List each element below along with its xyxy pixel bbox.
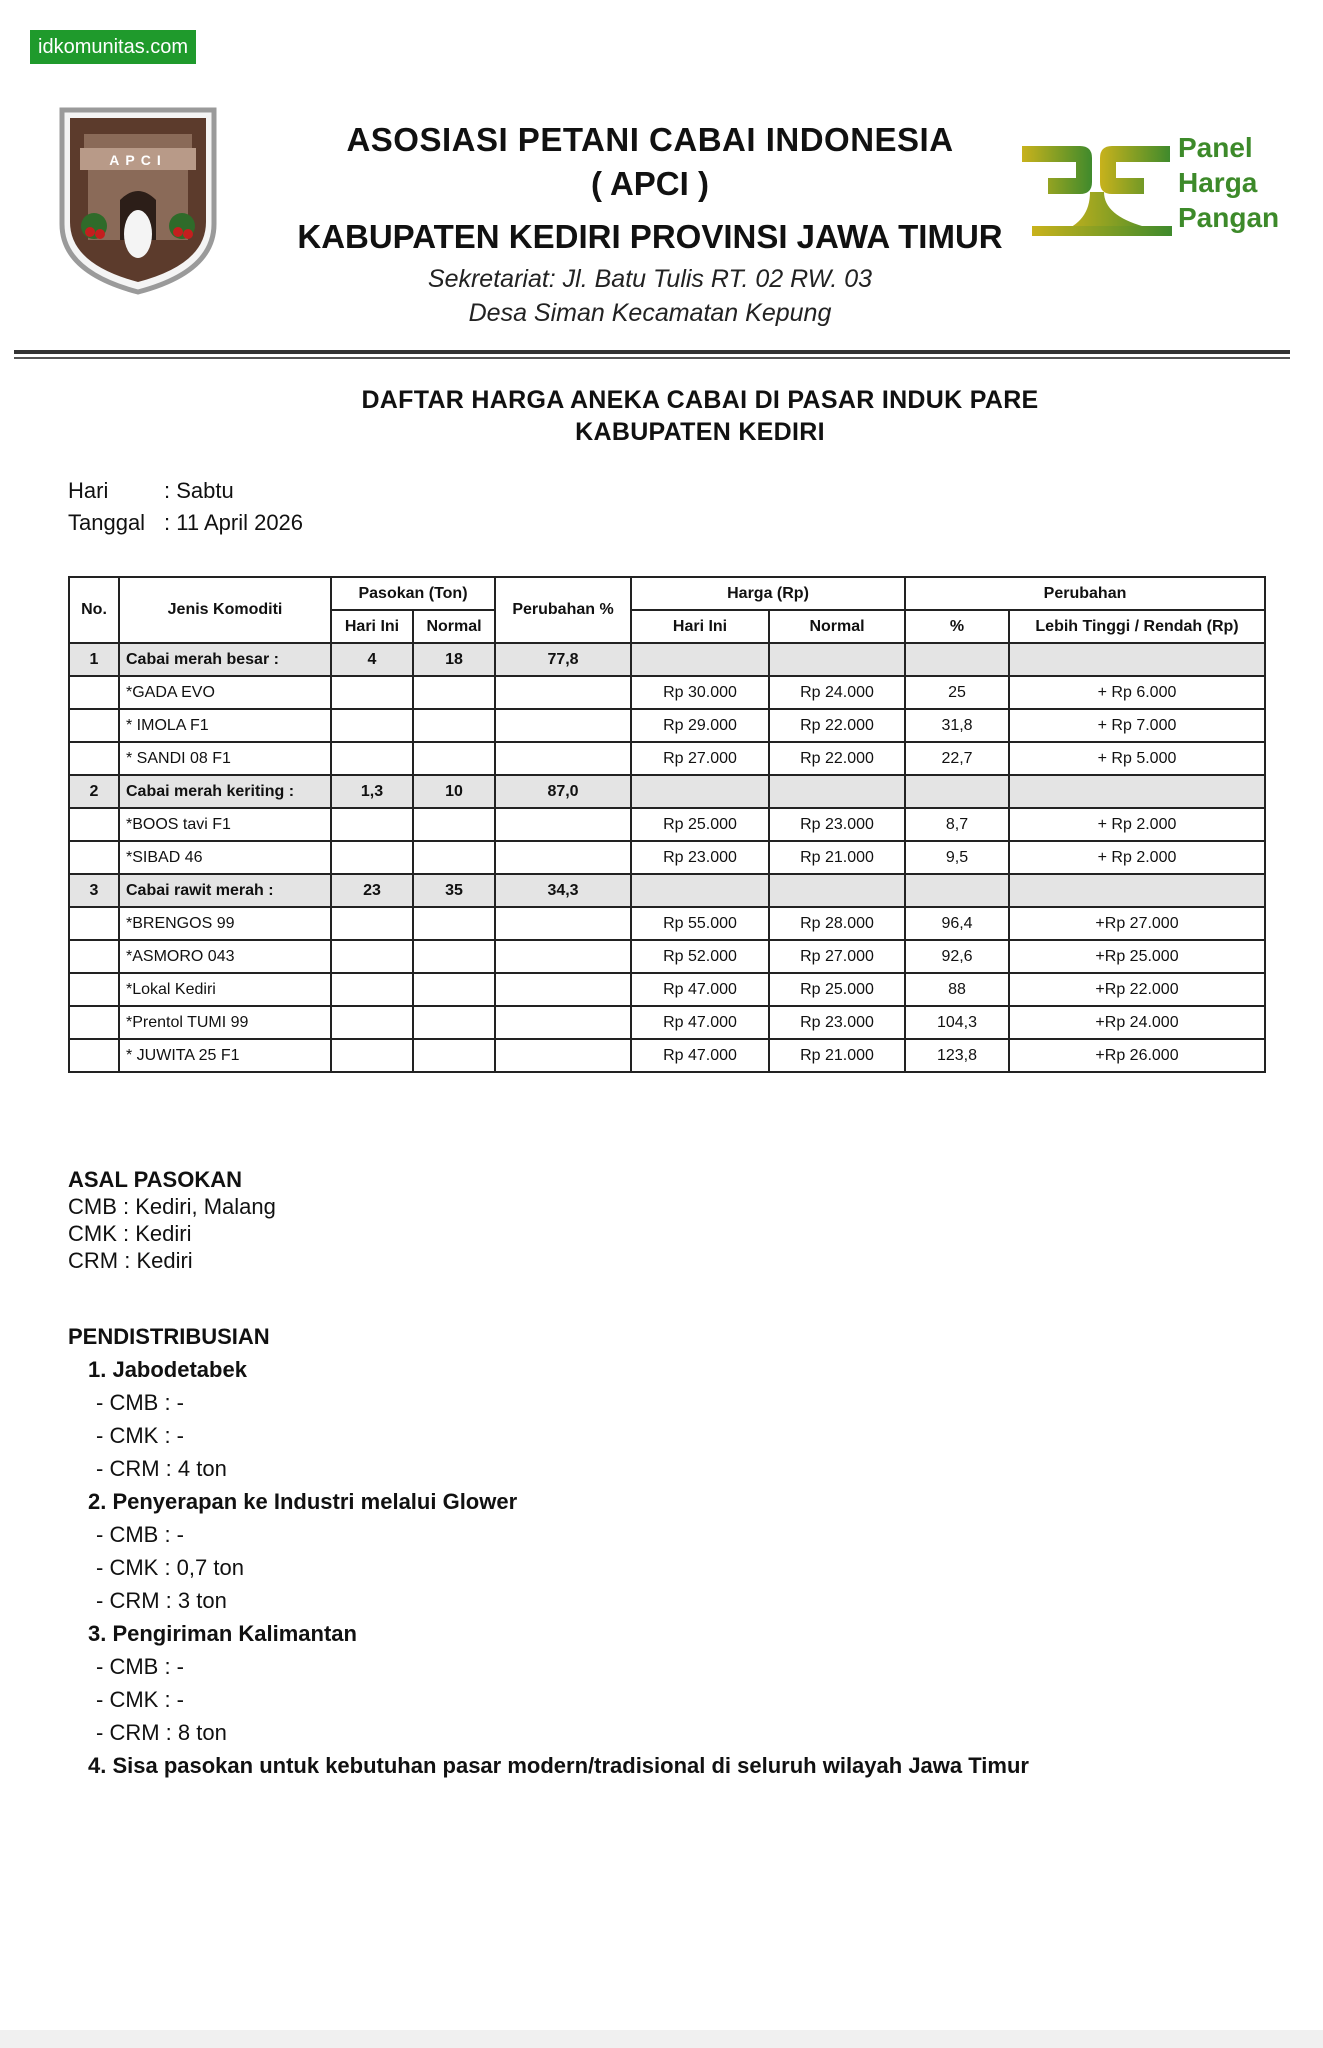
table-row: [69, 940, 1265, 973]
distribution-subitem: - CMB : -: [96, 1390, 184, 1415]
distribution-title: PENDISTRIBUSIAN: [68, 1324, 270, 1349]
row-number-cell: [69, 973, 119, 1006]
table-row: [69, 907, 1265, 940]
pasokan-hari-ini-cell: [331, 1006, 413, 1039]
pasokan-normal-cell: [413, 808, 495, 841]
lebih-tinggi-rendah-cell: + Rp 6.000: [1009, 676, 1265, 709]
header-harga-hari-ini: Hari Ini: [631, 610, 769, 643]
lebih-tinggi-rendah-cell: [1009, 775, 1265, 808]
perubahan-pct-cell: [495, 907, 631, 940]
org-name: ASOSIASI PETANI CABAI INDONESIA: [346, 121, 954, 158]
lebih-tinggi-rendah-cell: +Rp 22.000: [1009, 973, 1265, 1006]
header-persen: %: [905, 610, 1009, 643]
perubahan-pct-cell: [495, 676, 631, 709]
document-title-line1: DAFTAR HARGA ANEKA CABAI DI PASAR INDUK PARE: [361, 386, 1039, 414]
perubahan-pct-cell: [495, 1006, 631, 1039]
pasokan-normal-cell: 35: [413, 874, 495, 907]
row-number-cell: [69, 1006, 119, 1039]
harga-hari-ini-cell: Rp 27.000: [631, 742, 769, 775]
perubahan-persen-cell: 88: [905, 973, 1009, 1006]
harga-hari-ini-cell: Rp 55.000: [631, 907, 769, 940]
distribution-subitem: - CRM : 3 ton: [96, 1588, 227, 1613]
harga-normal-cell: Rp 25.000: [769, 973, 905, 1006]
header-pasokan: Pasokan (Ton): [331, 577, 495, 610]
perubahan-persen-cell: [905, 643, 1009, 676]
row-number-cell: [69, 907, 119, 940]
row-number-cell: [69, 1039, 119, 1072]
harga-hari-ini-cell: Rp 29.000: [631, 709, 769, 742]
pasokan-normal-cell: [413, 676, 495, 709]
harga-normal-cell: [769, 643, 905, 676]
harga-hari-ini-cell: Rp 47.000: [631, 1006, 769, 1039]
row-number-cell: [69, 676, 119, 709]
harga-hari-ini-cell: [631, 874, 769, 907]
table-row: [69, 1006, 1265, 1039]
harga-hari-ini-cell: Rp 25.000: [631, 808, 769, 841]
crest-text: APCI: [109, 152, 167, 168]
lebih-tinggi-rendah-cell: [1009, 643, 1265, 676]
pasokan-normal-cell: [413, 709, 495, 742]
distribution-item: 3. Pengiriman Kalimantan: [88, 1621, 357, 1646]
pasokan-normal-cell: 18: [413, 643, 495, 676]
komoditi-name-cell: *BRENGOS 99: [119, 907, 331, 940]
pasokan-normal-cell: [413, 940, 495, 973]
price-table-body: [69, 643, 1265, 1072]
lebih-tinggi-rendah-cell: +Rp 26.000: [1009, 1039, 1265, 1072]
apci-crest-logo: [54, 104, 222, 296]
table-row: [69, 1039, 1265, 1072]
header-no: No.: [69, 577, 119, 643]
distribution-section: [68, 1318, 1029, 1782]
pasokan-hari-ini-cell: [331, 676, 413, 709]
date-value: : 11 April 2026: [164, 510, 304, 535]
harga-normal-cell: Rp 23.000: [769, 1006, 905, 1039]
category-row: [69, 874, 1265, 907]
table-row: [69, 973, 1265, 1006]
distribution-subitem: - CMK : -: [96, 1687, 184, 1712]
supply-origin-line: CRM : Kediri: [68, 1248, 193, 1273]
distribution-subitem: - CMK : 0,7 ton: [96, 1555, 244, 1580]
harga-normal-cell: Rp 22.000: [769, 709, 905, 742]
header-komoditi: Jenis Komoditi: [119, 577, 331, 643]
row-number-cell: 2: [69, 775, 119, 808]
distribution-item: 2. Penyerapan ke Industri melalui Glower: [88, 1489, 518, 1514]
pasokan-normal-cell: 10: [413, 775, 495, 808]
harga-hari-ini-cell: Rp 30.000: [631, 676, 769, 709]
pasokan-hari-ini-cell: [331, 742, 413, 775]
pasokan-hari-ini-cell: [331, 841, 413, 874]
pasokan-hari-ini-cell: 1,3: [331, 775, 413, 808]
panel-logo-word: Pangan: [1178, 202, 1280, 233]
header-perubahan: Perubahan: [905, 577, 1265, 610]
lebih-tinggi-rendah-cell: + Rp 2.000: [1009, 841, 1265, 874]
org-address-line2: Desa Siman Kecamatan Kepung: [468, 299, 832, 327]
harga-hari-ini-cell: Rp 52.000: [631, 940, 769, 973]
harga-normal-cell: Rp 22.000: [769, 742, 905, 775]
row-number-cell: [69, 742, 119, 775]
row-number-cell: [69, 808, 119, 841]
pasokan-hari-ini-cell: 23: [331, 874, 413, 907]
komoditi-name-cell: *Lokal Kediri: [119, 973, 331, 1006]
header-pasokan-hari-ini: Hari Ini: [331, 610, 413, 643]
lebih-tinggi-rendah-cell: [1009, 874, 1265, 907]
table-row: [69, 742, 1265, 775]
row-number-cell: 1: [69, 643, 119, 676]
supply-origin-line: CMK : Kediri: [68, 1221, 192, 1246]
lebih-tinggi-rendah-cell: + Rp 5.000: [1009, 742, 1265, 775]
table-row: [69, 808, 1265, 841]
distribution-subitem: - CRM : 4 ton: [96, 1456, 227, 1481]
pasokan-normal-cell: [413, 973, 495, 1006]
day-field: [68, 476, 234, 506]
date-field: [68, 508, 303, 538]
pasokan-normal-cell: [413, 742, 495, 775]
lebih-tinggi-rendah-cell: + Rp 2.000: [1009, 808, 1265, 841]
day-value: : Sabtu: [164, 478, 234, 503]
header-harga-normal: Normal: [769, 610, 905, 643]
header-perubahan-pct: Perubahan %: [495, 577, 631, 643]
page-bottom-edge: [0, 2030, 1323, 2048]
harga-hari-ini-cell: Rp 47.000: [631, 1039, 769, 1072]
perubahan-pct-cell: [495, 841, 631, 874]
harga-normal-cell: Rp 27.000: [769, 940, 905, 973]
pasokan-hari-ini-cell: [331, 1039, 413, 1072]
harga-hari-ini-cell: [631, 643, 769, 676]
document-title: [240, 384, 1160, 448]
komoditi-name-cell: Cabai rawit merah :: [119, 874, 331, 907]
komoditi-name-cell: *ASMORO 043: [119, 940, 331, 973]
perubahan-persen-cell: 123,8: [905, 1039, 1009, 1072]
harga-hari-ini-cell: Rp 47.000: [631, 973, 769, 1006]
distribution-subitem: - CRM : 8 ton: [96, 1720, 227, 1745]
lebih-tinggi-rendah-cell: + Rp 7.000: [1009, 709, 1265, 742]
harga-normal-cell: [769, 874, 905, 907]
pasokan-hari-ini-cell: [331, 709, 413, 742]
komoditi-name-cell: * JUWITA 25 F1: [119, 1039, 331, 1072]
harga-hari-ini-cell: [631, 775, 769, 808]
komoditi-name-cell: * SANDI 08 F1: [119, 742, 331, 775]
day-label: Hari: [68, 478, 109, 503]
komoditi-name-cell: *GADA EVO: [119, 676, 331, 709]
perubahan-pct-cell: [495, 808, 631, 841]
row-number-cell: [69, 841, 119, 874]
perubahan-pct-cell: [495, 742, 631, 775]
date-label: Tanggal: [68, 510, 146, 535]
panel-logo-word: Harga: [1178, 167, 1258, 198]
header-divider-thin: [14, 357, 1290, 359]
panel-logo-text: [1178, 130, 1279, 235]
perubahan-pct-cell: [495, 1039, 631, 1072]
perubahan-persen-cell: 31,8: [905, 709, 1009, 742]
header-divider: [14, 350, 1290, 354]
pasokan-hari-ini-cell: [331, 940, 413, 973]
org-abbreviation: ( APCI ): [591, 165, 709, 202]
lebih-tinggi-rendah-cell: +Rp 25.000: [1009, 940, 1265, 973]
header-pasokan-normal: Normal: [413, 610, 495, 643]
supply-origin-title: ASAL PASOKAN: [68, 1167, 242, 1192]
table-row: [69, 709, 1265, 742]
pasokan-normal-cell: [413, 1006, 495, 1039]
perubahan-persen-cell: 92,6: [905, 940, 1009, 973]
supply-origin-line: CMB : Kediri, Malang: [68, 1194, 276, 1219]
komoditi-name-cell: *Prentol TUMI 99: [119, 1006, 331, 1039]
header-lebih-tinggi-rendah: Lebih Tinggi / Rendah (Rp): [1009, 610, 1265, 643]
komoditi-name-cell: * IMOLA F1: [119, 709, 331, 742]
harga-normal-cell: Rp 28.000: [769, 907, 905, 940]
document-title-line2: KABUPATEN KEDIRI: [575, 418, 825, 446]
lebih-tinggi-rendah-cell: +Rp 27.000: [1009, 907, 1265, 940]
category-row: [69, 643, 1265, 676]
komoditi-name-cell: *BOOS tavi F1: [119, 808, 331, 841]
harga-normal-cell: Rp 21.000: [769, 1039, 905, 1072]
pasokan-normal-cell: [413, 1039, 495, 1072]
table-row: [69, 841, 1265, 874]
org-address-line1: Sekretariat: Jl. Batu Tulis RT. 02 RW. 03: [427, 265, 873, 293]
lebih-tinggi-rendah-cell: +Rp 24.000: [1009, 1006, 1265, 1039]
harga-hari-ini-cell: Rp 23.000: [631, 841, 769, 874]
perubahan-pct-cell: 77,8: [495, 643, 631, 676]
perubahan-pct-cell: [495, 940, 631, 973]
category-row: [69, 775, 1265, 808]
perubahan-persen-cell: [905, 874, 1009, 907]
perubahan-pct-cell: [495, 709, 631, 742]
harga-normal-cell: [769, 775, 905, 808]
perubahan-pct-cell: 34,3: [495, 874, 631, 907]
row-number-cell: [69, 709, 119, 742]
pasokan-hari-ini-cell: 4: [331, 643, 413, 676]
perubahan-pct-cell: [495, 973, 631, 1006]
komoditi-name-cell: Cabai merah keriting :: [119, 775, 331, 808]
distribution-item: 4. Sisa pasokan untuk kebutuhan pasar modern/tradisional di seluruh wilayah Jawa Timur: [88, 1753, 1029, 1778]
perubahan-persen-cell: 96,4: [905, 907, 1009, 940]
panel-logo-word: Panel: [1178, 132, 1253, 163]
harga-normal-cell: Rp 21.000: [769, 841, 905, 874]
organization-header: [240, 118, 1060, 330]
supply-origin-section: [68, 1166, 276, 1274]
distribution-item: 1. Jabodetabek: [88, 1357, 247, 1382]
header-harga: Harga (Rp): [631, 577, 905, 610]
perubahan-pct-cell: 87,0: [495, 775, 631, 808]
pasokan-hari-ini-cell: [331, 808, 413, 841]
perubahan-persen-cell: 104,3: [905, 1006, 1009, 1039]
komoditi-name-cell: *SIBAD 46: [119, 841, 331, 874]
perubahan-persen-cell: 8,7: [905, 808, 1009, 841]
org-region: KABUPATEN KEDIRI PROVINSI JAWA TIMUR: [297, 218, 1003, 255]
pasokan-normal-cell: [413, 841, 495, 874]
perubahan-persen-cell: 22,7: [905, 742, 1009, 775]
harga-normal-cell: Rp 24.000: [769, 676, 905, 709]
perubahan-persen-cell: 25: [905, 676, 1009, 709]
pasokan-normal-cell: [413, 907, 495, 940]
table-row: [69, 676, 1265, 709]
distribution-subitem: - CMB : -: [96, 1654, 184, 1679]
perubahan-persen-cell: 9,5: [905, 841, 1009, 874]
row-number-cell: [69, 940, 119, 973]
perubahan-persen-cell: [905, 775, 1009, 808]
watermark-label: idkomunitas.com: [30, 30, 196, 64]
pasokan-hari-ini-cell: [331, 973, 413, 1006]
distribution-subitem: - CMK : -: [96, 1423, 184, 1448]
row-number-cell: 3: [69, 874, 119, 907]
pasokan-hari-ini-cell: [331, 907, 413, 940]
komoditi-name-cell: Cabai merah besar :: [119, 643, 331, 676]
distribution-subitem: - CMB : -: [96, 1522, 184, 1547]
price-table: [68, 576, 1266, 1073]
harga-normal-cell: Rp 23.000: [769, 808, 905, 841]
